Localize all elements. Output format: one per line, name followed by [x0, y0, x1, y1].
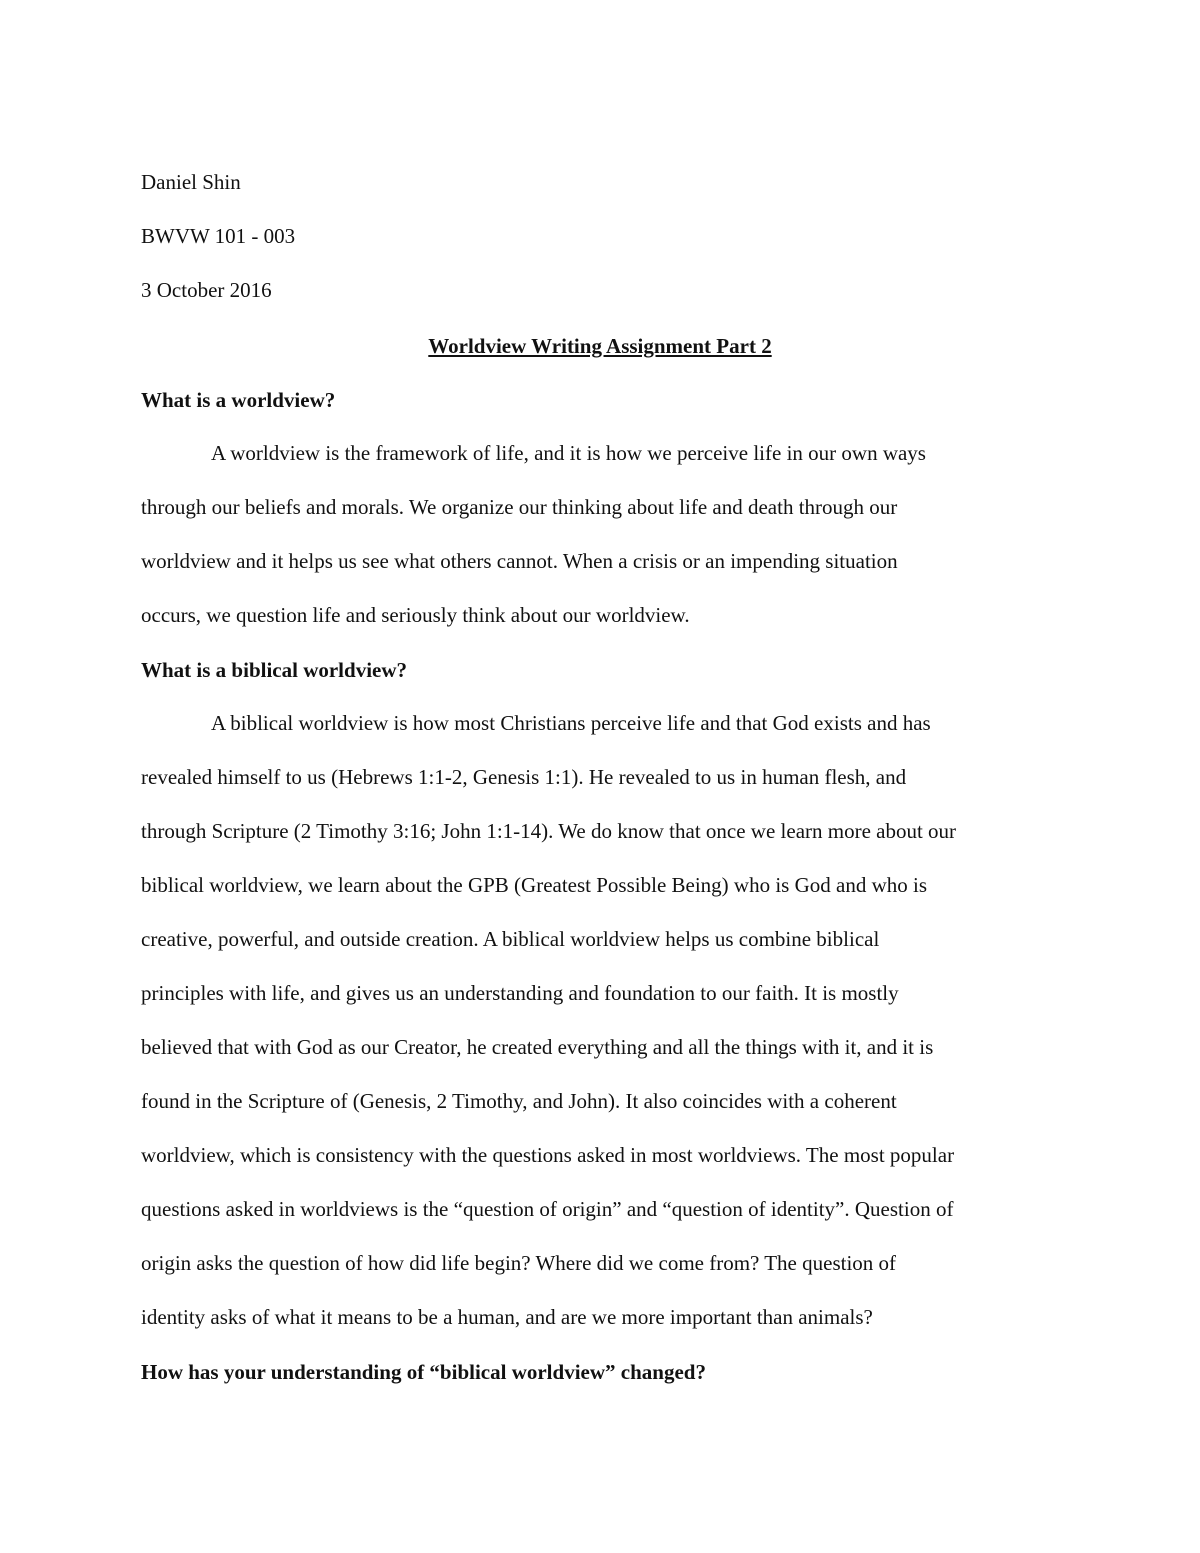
paragraph-line: believed that with God as our Creator, he created everything and all the things with it, and it is: [141, 1035, 934, 1059]
document-date: 3 October 2016: [141, 278, 272, 302]
paragraph-line: biblical worldview, we learn about the GPB (Greatest Possible Being) who is God and who is: [141, 873, 928, 897]
paragraph-line: A worldview is the framework of life, and it is how we perceive life in our own ways: [211, 441, 926, 465]
section-heading: How has your understanding of “biblical worldview” changed?: [141, 1360, 706, 1384]
section-heading: What is a worldview?: [141, 388, 336, 412]
paragraph-line: worldview, which is consistency with the questions asked in most worldviews. The most popular: [141, 1143, 955, 1167]
paragraph-line: occurs, we question life and seriously think about our worldview.: [141, 603, 690, 627]
paragraph-line: worldview and it helps us see what others cannot. When a crisis or an impending situation: [141, 549, 898, 573]
document-title: Worldview Writing Assignment Part 2: [428, 334, 772, 358]
author-name: Daniel Shin: [141, 170, 241, 194]
paragraph-line: origin asks the question of how did life begin? Where did we come from? The question of: [141, 1251, 897, 1275]
paragraph-line: revealed himself to us (Hebrews 1:1-2, Genesis 1:1). He revealed to us in human flesh, and: [141, 765, 907, 789]
paragraph-line: found in the Scripture of (Genesis, 2 Timothy, and John). It also coincides with a coherent: [141, 1089, 897, 1113]
paragraph-line: through Scripture (2 Timothy 3:16; John 1:1-14). We do know that once we learn more about our: [141, 819, 957, 843]
paragraph-line: questions asked in worldviews is the “question of origin” and “question of identity”. Question of: [141, 1197, 954, 1221]
paragraph-line: through our beliefs and morals. We organize our thinking about life and death through our: [141, 495, 898, 519]
paragraph-line: identity asks of what it means to be a human, and are we more important than animals?: [141, 1305, 873, 1329]
paragraph-line: creative, powerful, and outside creation. A biblical worldview helps us combine biblical: [141, 927, 880, 951]
course-code: BWVW 101 - 003: [141, 224, 296, 248]
paragraph-line: principles with life, and gives us an understanding and foundation to our faith. It is mostly: [141, 981, 899, 1005]
paragraph-line: A biblical worldview is how most Christians perceive life and that God exists and has: [211, 711, 931, 735]
section-heading: What is a biblical worldview?: [141, 658, 408, 682]
